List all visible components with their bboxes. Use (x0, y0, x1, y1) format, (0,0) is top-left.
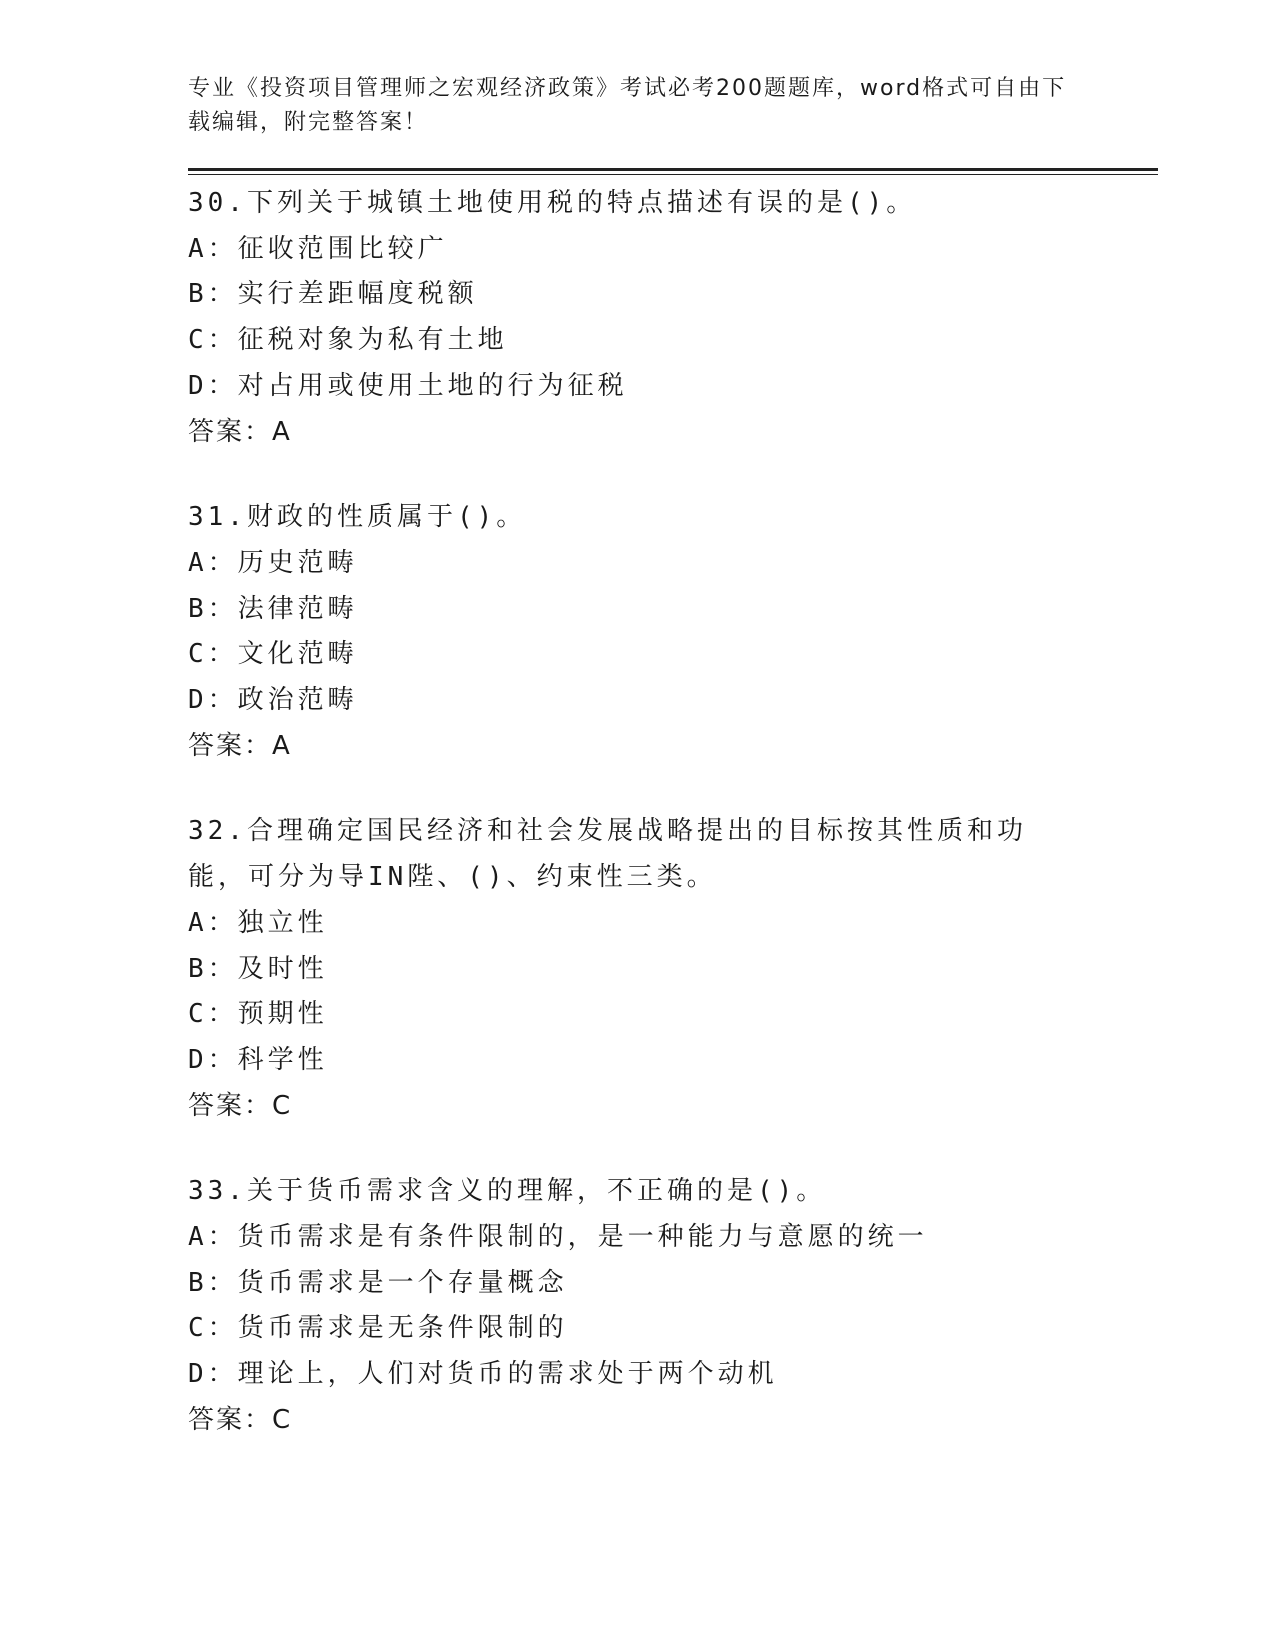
question-32 (188, 809, 1158, 1129)
question-stem: 32.合理确定国民经济和社会发展战略提出的目标按其性质和功能，可分为导IN陛、()、约束性三类。 (188, 816, 1027, 893)
option-a: A：历史范畴 (188, 547, 358, 578)
question-stem: 30.下列关于城镇土地使用税的特点描述有误的是()。 (188, 188, 917, 218)
option-d: D：对占用或使用土地的行为征税 (188, 370, 628, 401)
option-c: C：征税对象为私有土地 (188, 325, 508, 356)
answer-label: 答案：A (188, 730, 292, 761)
header-divider (188, 168, 1158, 175)
option-b: B：法律范畴 (188, 593, 358, 624)
answer-label: 答案：C (188, 1404, 293, 1435)
option-a: A：货币需求是有条件限制的，是一种能力与意愿的统一 (188, 1222, 928, 1253)
question-30 (188, 181, 1158, 455)
option-d: D：政治范畴 (188, 685, 358, 716)
option-b: B：及时性 (188, 953, 328, 984)
option-b: B：实行差距幅度税额 (188, 279, 478, 310)
question-31 (188, 495, 1158, 769)
option-d: D：科学性 (188, 1044, 328, 1075)
option-b: B：货币需求是一个存量概念 (188, 1267, 568, 1298)
question-stem: 33.关于货币需求含义的理解，不正确的是()。 (188, 1176, 827, 1207)
answer-label: 答案：C (188, 1090, 293, 1121)
answer-label: 答案：A (188, 416, 292, 447)
question-stem: 31.财政的性质属于()。 (188, 502, 527, 533)
option-d: D：理论上，人们对货币的需求处于两个动机 (188, 1359, 778, 1390)
document-header: 专业《投资项目管理师之宏观经济政策》考试必考200题题库，word格式可自由下载编辑，附完整答案！ (188, 76, 1067, 135)
option-c: C：文化范畴 (188, 639, 358, 670)
option-c: C：货币需求是无条件限制的 (188, 1313, 568, 1344)
option-a: A：独立性 (188, 907, 328, 938)
question-33 (188, 1169, 1158, 1443)
option-c: C：预期性 (188, 999, 328, 1030)
document-page (188, 72, 1158, 1444)
option-a: A：征收范围比较广 (188, 233, 448, 264)
